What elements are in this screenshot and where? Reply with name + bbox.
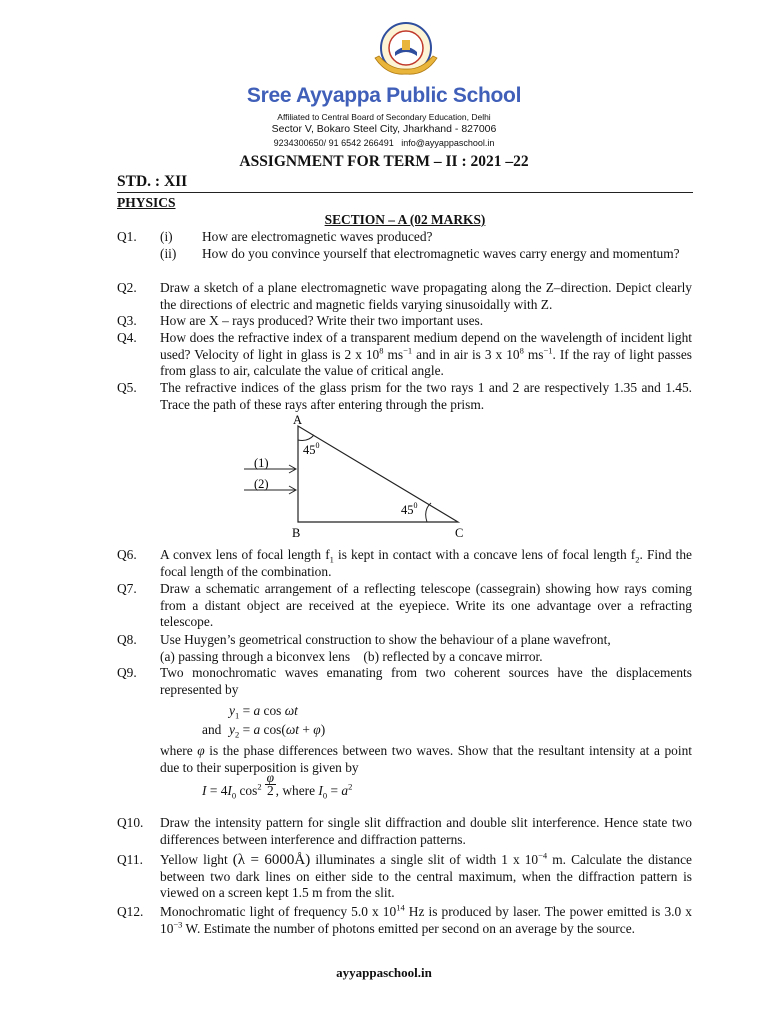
question-number: Q9. — [117, 665, 137, 680]
header-divider — [117, 192, 693, 193]
question-1 — [0, 229, 768, 279]
question-number: Q6. — [117, 547, 137, 562]
question-number: Q4. — [117, 330, 137, 345]
question-number: Q10. — [117, 815, 144, 830]
prism-diagram — [236, 410, 476, 542]
footer-website[interactable]: ayyappaschool.in — [336, 965, 432, 980]
angle-a-label: 45 — [303, 443, 316, 457]
question-text: Monochromatic light of frequency 5.0 x $10^{14}$ Hz is produced by laser. The power emitted is 3.0 x $10^{-3}$ W. Estimate the number of photons emitted per second on an average by the source. — [160, 902, 692, 936]
angle-arc-a — [298, 435, 314, 440]
and-label: and — [202, 722, 222, 737]
prism-outline — [298, 426, 458, 522]
section-heading: SECTION – A (02 MARKS) — [324, 212, 486, 227]
question-text: How are electromagnetic waves produced? — [202, 229, 433, 244]
equation-y1: $y_1 = a$ cos ωt — [229, 703, 298, 721]
question-number: Q7. — [117, 581, 137, 596]
vertex-c-label: C — [455, 526, 464, 540]
svg-text:450: $45^0$ — [401, 501, 418, 517]
assignment-title: ASSIGNMENT FOR TERM – II : 2021 –22 — [239, 153, 529, 170]
vertex-a-label: A — [293, 413, 303, 427]
question-text: where φ is the phase differences between two waves. Show that the resultant intensity at a point due to their superposition is given by — [160, 743, 692, 775]
question-9 — [0, 665, 768, 813]
affiliation-text: Affiliated to Central Board of Secondary Education, Delhi — [277, 112, 491, 122]
address-text: Sector V, Bokaro Steel City, Jharkhand - 827006 — [271, 123, 497, 135]
question-number: Q2. — [117, 280, 137, 295]
vertex-b-label: B — [292, 526, 301, 540]
question-text: How do you convince yourself that electromagnetic waves carry energy and momentum? — [202, 246, 680, 261]
question-text: Use Huygen’s geometrical construction to show the behaviour of a plane wavefront, — [160, 632, 611, 647]
question-text: Draw a sketch of a plane electromagnetic wave propagating along the Z–direction. Depict clearly the directions of electric and magnetic fields varying sinusoidally with Z. — [160, 280, 692, 312]
school-name: Sree Ayyappa Public School — [246, 84, 522, 107]
equation-intensity: $I = 4I_0$ $\cos^2 \varphi$ 2 , where $I_0 = a^2$ — [202, 770, 353, 801]
question-number: Q3. — [117, 313, 137, 328]
svg-text:450: $45^0$ — [303, 441, 320, 457]
sub-label: (i) — [160, 229, 173, 244]
question-text: Draw the intensity pattern for single slit diffraction and double slit interference. Hence state two differences between interference and diffraction patterns. — [160, 815, 692, 847]
question-text: The refractive indices of the glass prism for the two rays 1 and 2 are respectively 1.35 and 1.45. Trace the path of these rays after entering through the prism. — [160, 380, 692, 412]
question-number: Q1. — [117, 229, 137, 244]
question-text: Yellow light (λ = 6000Å) illuminates a single slit of width 1 x $10^{-4}$ m. Calculate the distance between two dark lines on either side to the central maximum, when the diffraction pattern is viewed on a screen kept 1.5 m from the slit. — [160, 850, 692, 901]
equation-y2: $y_2 = a$ cos(ωt + φ) — [229, 722, 326, 740]
std-label: STD. : XII — [117, 173, 188, 190]
question-number: Q12. — [117, 904, 144, 919]
question-number: Q11. — [117, 852, 143, 867]
question-number: Q8. — [117, 632, 137, 647]
contact-text: 9234300650/ 91 6542 266491 info@ayyappaschool.in — [273, 138, 495, 148]
school-logo — [369, 18, 443, 82]
question-text: (a) passing through a biconvex lens (b) reflected by a concave mirror. — [160, 649, 543, 664]
sub-label: (ii) — [160, 246, 177, 261]
ray-1-label: (1) — [254, 456, 269, 470]
question-text: How are X – rays produced? Write their two important uses. — [160, 313, 484, 328]
question-number: Q5. — [117, 380, 137, 395]
question-text: How does the refractive index of a transparent medium depend on the wavelength of incident light used? Velocity of light in glass is 2 x $10^8$ $ms^{-1}$ and in air is 3 x $10^8$ $ms^{-1}$. If the ray of light passes from glass to air, calculate the value of critical angle. — [160, 330, 692, 379]
subject-label: PHYSICS — [117, 195, 176, 210]
question-text: Draw a schematic arrangement of a reflecting telescope (cassegrain) showing how rays coming from a distant object are received at the eyepiece. Write its one advantage over a refracting telescope. — [160, 581, 692, 630]
question-text: Two monochromatic waves emanating from two coherent sources have the displacements represented by — [160, 665, 692, 697]
angle-c-label: 45 — [401, 503, 414, 517]
question-text: A convex lens of focal length $f_1$ is kept in contact with a concave lens of focal length $f_2$. Find the focal length of the combination. — [160, 547, 692, 579]
ray-2-label: (2) — [254, 477, 269, 491]
